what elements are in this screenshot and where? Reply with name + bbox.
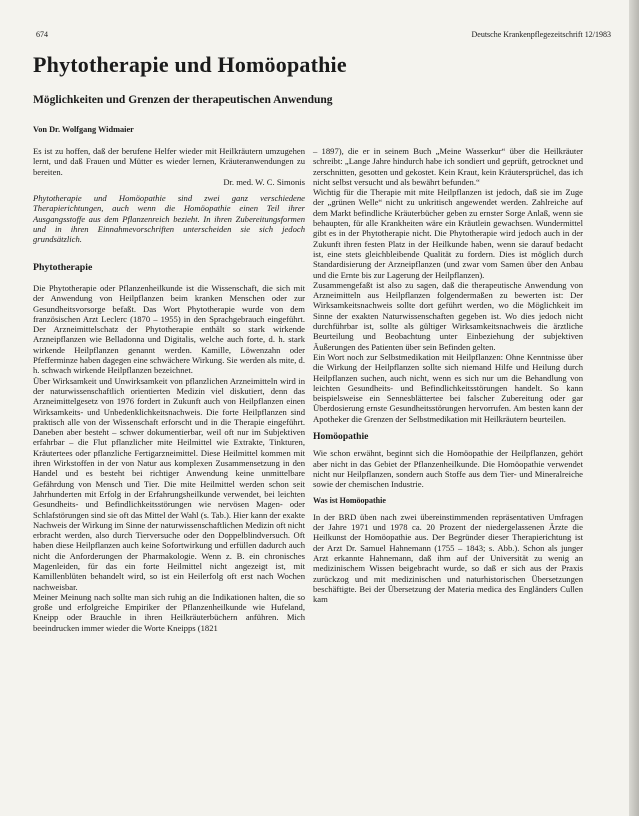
epigraph-author: Dr. med. W. C. Simonis xyxy=(223,176,305,187)
article-subtitle: Möglichkeiten und Grenzen der therapeutischen Anwendung xyxy=(33,94,333,106)
epigraph-quote: Es ist zu hoffen, daß der berufene Helfer wieder mit Heilkräutern umzugehen lernt, und daß Frauen und Mütter es wieder lernen, Kräuteranwendungen zu bereiten. xyxy=(33,146,305,177)
section-heading-phytotherapie: Phytotherapie xyxy=(33,261,93,273)
body-paragraph: – 1897), die er in seinem Buch „Meine Wasserkur“ über die Heilkräuter schreibt: „Lange Jahre hindurch habe ich sondiert und geprüft, getrocknet und zerschnitten, gesotten und gekostet. Kein Kraut, kein Kräutersprüchel, das ich nicht selbst versucht und als bewährt befunden.“ xyxy=(313,146,583,187)
body-paragraph: Die Phytotherapie oder Pflanzenheilkunde ist die Wissenschaft, die sich mit der Anwendung von Heilpflanzen beim kranken Menschen oder zur Gesundheitsvorsorge befaßt. Das Wort Phytotherapie wurde von dem französischen Arzt Leclerc (1870 – 1955) in den Sprachgebrauch eingeführt. Der Arzneimittelschatz der Phytotherapie enthält so stark wirkende Arzneipflanzen wie Belladonna und Digitalis, welche auch forte, d. h. stark wirkende Heilpflanzen genannt werden. Kamille, Löwenzahn oder Pfefferminze haben dagegen eine schwächere Wirkung. Sie werden als mite, d. h. schwach wirkende Heilpflanzen bezeichnet. xyxy=(33,282,305,376)
right-column xyxy=(313,146,583,604)
body-paragraph: Über Wirksamkeit und Unwirksamkeit von pflanzlichen Arzneimitteln wird in der naturwissenschaftlich orientierten Medizin viel diskutiert, denn das Arzneimittelgesetz von 1976 fordert in Zukunft auch von Heilpflanzen einen Wirksamkeits- und Unbedenklichkeitsnachweis. Die forte Heilpflanzen sind praktisch alle von der Wissenschaft erforscht und in die Therapie eingeführt. Daneben aber besteht – schwer dokumentierbar, weil oft nur im Subjektiven erfahrbar – die Flut pflanzlicher mite Heilmittel wie Extrakte, Tinkturen, Kräutertees oder pflanzliche Fertigarzneimittel. Diese Heilmittel kommen mit ihren Wirkstoffen in der von Natur aus komplexen Zusammensetzung in den Handel und es besteht bei richtiger Anwendung keine unmittelbare Gefährdung von Mensch und Tier. Die mite Heilmittel werden schon seit Jahrhunderten mit Erfolg in der Erfahrungsheilkunde verwendet, bei leichten Gesundheits- und Befindlichkeitsstörungen wie nervösen Magen- oder Schlafstörungen sind sie oft das Mittel der Wahl (s. Tab.). Hier kann der exakte Nachweis der Wirkung im Sinne der naturwissenschaftlichen Medizin oft nicht erbracht werden, also durch Tierversuche oder den Doppelblindversuch. Oft haben diese Heilpflanzen auch keine Sofortwirkung und erfüllen dadurch auch nicht die Anforderungen der Pharmakologie. Wenn z. B. ein chronisches Magenleiden, für das ein forte Heilmittel nicht angezeigt ist, mit Kamillenblüten behandelt wird, so ist ein Heilerfolg oft erst nach Wochen nachweisbar. xyxy=(33,375,305,592)
body-paragraph: In der BRD üben nach zwei übereinstimmenden repräsentativen Umfragen der Jahre 1971 und 1978 ca. 20 Prozent der niedergelassenen Ärzte die Heilkunst der Homöopathie aus. Der Begründer dieser Therapierichtung ist der Arzt Dr. Samuel Hahnemann (1755 – 1843; s. Abb.). Schon als junger Arzt erkannte Hahnemann, daß ihm auf der Universität zu wenig an medizinischem Wissen beigebracht wurde, so daß er sich aus der Praxis zurückzog und mit medizinischen und naturhistorischen Übersetzungen beschäftigte. Bei der Übersetzung der Materia medica des Engländers Cullen kam xyxy=(313,511,583,605)
body-paragraph: Wie schon erwähnt, beginnt sich die Homöopathie der Heilpflanzen, gehört aber nicht in das Gebiet der Pflanzenheilkunde. Die Homöopathie verwendet nicht nur Heilpflanzen, sondern auch Stoffe aus dem Tier- und Mineralreiche sowie der chemischen Industrie. xyxy=(313,448,583,490)
body-paragraph: Ein Wort noch zur Selbstmedikation mit Heilpflanzen: Ohne Kenntnisse über die Wirkung der Heilpflanzen sollte sich niemand Hilfe und Heilung durch Heilpflanzen suchen, auch nicht, wenn es sich nur um die Behandlung von leichten Gesundheits- und Befindlichkeitsstörungen handelt. So kann beispielsweise ein Sennesblättertee bei falscher Zubereitung oder gar Überdosierung ernste Gesundheitsstörungen hervorrufen. Am besten kann der Apotheker die Grenzen der Selbstmedikation mit Heilkräutern beurteilen. xyxy=(313,351,583,424)
body-paragraph: Zusammengefaßt ist also zu sagen, daß die therapeutische Anwendung von Arzneimitteln aus Heilpflanzen folgendermaßen zu bewerten ist: Der Wirksamkeitsnachweis sollte dort geführt werden, wo die Möglichkeit im Sinne der exakten Naturwissenschaften gegeben ist. Wo dies jedoch nicht durchführbar ist, sollte als gültiger Wirksamkeitsnachweis die ärztliche Beurteilung und Beobachtung unter Einbeziehung der subjektiven Äußerungen des Patienten über sein Befinden gelten. xyxy=(313,279,583,352)
section-heading-homoeopathie: Homöopathie xyxy=(313,431,369,443)
body-paragraph: Meiner Meinung nach sollte man sich ruhig an die Indikationen halten, die so große und erfolgreiche Empiriker der Pflanzenheilkunde wie Hufeland, Kneipp oder Brauchle in ihren Heilkräuterbüchern anführen. Mich beeindrucken immer wieder die Worte Kneipps (1821 xyxy=(33,591,305,633)
left-column xyxy=(33,146,305,633)
body-paragraph: Wichtig für die Therapie mit mite Heilpflanzen ist jedoch, daß sie im Zuge der „grünen Welle“ nicht zu unkritisch angewendet werden. Zahlreiche auf dem Markt befindliche Kräuterbücher geben zu ernster Sorge Anlaß, wenn sie behaupten, für alle Krankheiten wäre ein Kräutlein gewachsen. Wundermittel gibt es in der Phytotherapie nicht. Die Phytotherapie wird jedoch auch in der Zukunft ihren festen Platz in der Heilkunde haben, wenn sie darauf bedacht ist, eine stets gleichbleibende Qualität zu fordern. Dies ist möglich durch Standardisierung der Arzneipflanzen (und zwar vom Samen über den Anbau und die Ernte bis zur Lagerung der Heilpflanzen). xyxy=(313,187,583,280)
page-fold-shadow xyxy=(629,0,639,816)
intro-paragraph: Phytotherapie und Homöopathie sind zwei ganz verschiedene Therapierichtungen, auch wenn die Homöopathie einen Teil ihrer Ausgangsstoffe aus dem Pflanzenreich bezieht. In ihren Zubereitungsformen und in ihren Einnahmevorschriften unterscheiden sie sich jedoch grundsätzlich. xyxy=(33,193,305,245)
page-number: 674 xyxy=(36,30,48,39)
article-title: Phytotherapie und Homöopathie xyxy=(33,52,347,77)
article-author: Von Dr. Wolfgang Widmaier xyxy=(33,125,134,134)
subsection-heading: Was ist Homöopathie xyxy=(313,495,386,505)
journal-title: Deutsche Krankenpflegezeitschrift 12/1983 xyxy=(471,30,611,39)
